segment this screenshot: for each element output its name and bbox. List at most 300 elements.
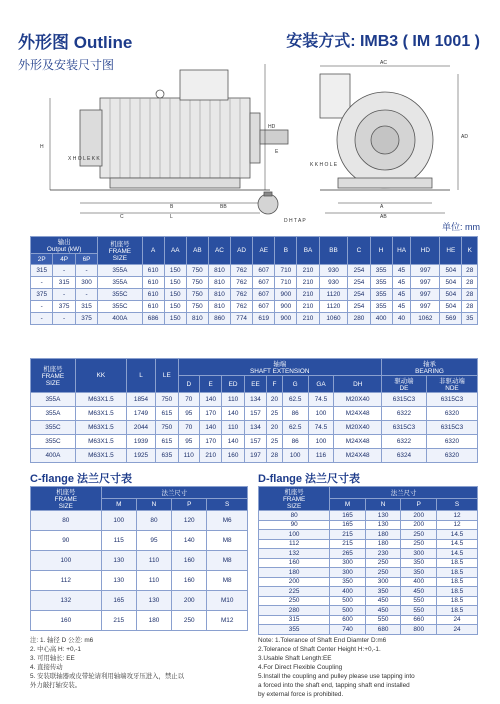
col-he: HE — [440, 237, 462, 265]
table-cell: 315 — [259, 615, 330, 625]
pole-2p: 2P — [31, 254, 53, 265]
c-frame-en: FRAME — [54, 496, 77, 503]
table-cell: 750 — [186, 289, 208, 301]
note-line: Note: 1.Tolerance of Shaft End Diamter D:m6 — [258, 637, 387, 644]
table-cell: 210 — [297, 265, 319, 277]
table-cell: 100 — [259, 530, 330, 540]
table-cell: 400 — [370, 313, 392, 325]
table-cell: 40 — [392, 313, 411, 325]
col-ed: ED — [222, 376, 244, 393]
col-aa: AA — [164, 237, 186, 265]
table-cell: 95 — [178, 435, 199, 449]
table-cell: 35 — [462, 313, 478, 325]
table-cell: M8 — [207, 551, 248, 571]
table-cell: 810 — [186, 313, 208, 325]
table-cell: 550 — [401, 596, 437, 606]
table-cell: 315 — [75, 301, 97, 313]
d-col-n: N — [365, 499, 401, 511]
d-flange-row — [259, 625, 478, 635]
table-cell: 210 — [297, 289, 319, 301]
table-cell: 762 — [231, 277, 253, 289]
table-cell: 1854 — [126, 393, 155, 407]
table-cell: 607 — [253, 265, 275, 277]
table-cell: 355 — [259, 625, 330, 635]
d-flange-row — [259, 520, 478, 530]
table-cell: 254 — [348, 265, 370, 277]
col-ab: AB — [186, 237, 208, 265]
table-cell: 6315C3 — [382, 421, 427, 435]
table-cell: 110 — [178, 449, 199, 463]
table-cell: 180 — [259, 568, 330, 578]
table-cell: 130 — [365, 520, 401, 530]
shaft-table-row — [31, 435, 478, 449]
note-line: 3.Usable Shaft Length:EE — [258, 655, 332, 662]
table-cell: 254 — [348, 277, 370, 289]
note-line: by external force is prohibited. — [258, 691, 344, 698]
table-cell: 350 — [365, 587, 401, 597]
table-cell: 200 — [259, 577, 330, 587]
table-cell: 18.5 — [436, 596, 477, 606]
table-cell: 18.5 — [436, 587, 477, 597]
table-cell: 157 — [244, 435, 266, 449]
table-cell: 160 — [172, 571, 207, 591]
c-col-s: S — [207, 499, 248, 511]
bearing-en: BEARING — [415, 368, 444, 375]
table-cell: 18.5 — [436, 568, 477, 578]
table-cell: 12 — [436, 520, 477, 530]
table-cell: 140 — [172, 531, 207, 551]
table-cell: 160 — [222, 449, 244, 463]
table-cell: 1062 — [411, 313, 440, 325]
table-cell: 170 — [199, 435, 221, 449]
table-cell: 210 — [199, 449, 221, 463]
main-table-row — [31, 265, 478, 277]
table-cell: 100 — [101, 511, 136, 531]
table-cell: 100 — [308, 407, 334, 421]
d-flange-row — [259, 530, 478, 540]
table-cell: 762 — [231, 289, 253, 301]
d-frame-en: FRAME — [282, 496, 306, 503]
table-cell: 200 — [401, 511, 437, 521]
table-cell: 750 — [156, 393, 178, 407]
table-cell: 1925 — [126, 449, 155, 463]
table-cell: M24X48 — [334, 407, 382, 421]
col-e: E — [199, 376, 221, 393]
table-cell: 215 — [330, 539, 366, 549]
c-flange-row — [31, 591, 248, 611]
table-cell: 254 — [348, 289, 370, 301]
table-cell: 635 — [156, 449, 178, 463]
d-flange-row — [259, 615, 478, 625]
c-flange-row — [31, 511, 248, 531]
d-frame-label: 机座号 — [284, 489, 304, 496]
table-cell: 20 — [267, 393, 283, 407]
table-cell: 930 — [319, 265, 348, 277]
table-cell: - — [31, 313, 53, 325]
frame-en: FRAME — [108, 248, 132, 255]
table-cell: 45 — [392, 289, 411, 301]
table-cell: 750 — [156, 421, 178, 435]
table-cell: 28 — [462, 301, 478, 313]
col-dh: DH — [334, 376, 382, 393]
d-col-m: M — [330, 499, 366, 511]
col-ee: EE — [244, 376, 266, 393]
table-cell: 1120 — [319, 301, 348, 313]
table-cell: 710 — [275, 277, 297, 289]
col-bb: BB — [319, 237, 348, 265]
table-cell: 740 — [330, 625, 366, 635]
note-line: 2.Tolerance of Shaft Center Height H:+0,-1. — [258, 646, 381, 653]
table-cell: 375 — [53, 301, 75, 313]
col-ac: AC — [208, 237, 230, 265]
table-cell: 375 — [31, 289, 53, 301]
table-cell: 265 — [330, 549, 366, 559]
table-cell: 140 — [199, 421, 221, 435]
table-cell: 930 — [319, 277, 348, 289]
col-ad: AD — [231, 237, 253, 265]
d-flange-row — [259, 577, 478, 587]
table-cell: 450 — [365, 606, 401, 616]
table-cell: 997 — [411, 265, 440, 277]
col-ga: GA — [308, 376, 334, 393]
col-f: F — [267, 376, 283, 393]
d-flange-row — [259, 558, 478, 568]
c-col-p: P — [172, 499, 207, 511]
table-cell: M8 — [207, 571, 248, 591]
dim-h: H — [40, 144, 44, 150]
notes-en — [258, 636, 486, 699]
de-en: DE — [399, 385, 409, 392]
table-cell: 140 — [222, 435, 244, 449]
table-cell: 300 — [401, 549, 437, 559]
table-cell: 200 — [401, 520, 437, 530]
size-en: SIZE — [112, 255, 127, 262]
table-cell: 250 — [259, 596, 330, 606]
table-cell: 686 — [142, 313, 164, 325]
dim-hd: HD — [268, 124, 276, 130]
table-cell: 110 — [136, 551, 171, 571]
table-cell: 900 — [275, 289, 297, 301]
table-cell: 180 — [365, 539, 401, 549]
table-cell: 355 — [370, 277, 392, 289]
table-cell: 400A — [98, 313, 142, 325]
table-cell: 500 — [330, 606, 366, 616]
table-cell: 150 — [164, 301, 186, 313]
table-cell: - — [53, 289, 75, 301]
table-cell: 997 — [411, 301, 440, 313]
table-cell: 230 — [365, 549, 401, 559]
col-d: D — [178, 376, 199, 393]
d-flange-row — [259, 549, 478, 559]
table-cell: 165 — [330, 511, 366, 521]
table-cell: 355C — [31, 435, 76, 449]
table-cell: 215 — [330, 530, 366, 540]
table-cell: 504 — [440, 289, 462, 301]
main-dimension-table — [30, 236, 478, 325]
table-cell: 110 — [136, 571, 171, 591]
table-cell: 1060 — [319, 313, 348, 325]
table-cell: 300 — [330, 558, 366, 568]
note-line: 5.Install the coupling and pulley please use tapping into — [258, 673, 415, 680]
table-cell: 197 — [244, 449, 266, 463]
note-line: 注: 1. 轴径 D 公差: m6 — [30, 637, 94, 644]
table-cell: 607 — [253, 301, 275, 313]
table-cell: 300 — [330, 568, 366, 578]
table-cell: 250 — [401, 530, 437, 540]
c-col-m: M — [101, 499, 136, 511]
table-cell: 315 — [31, 265, 53, 277]
col-l: L — [126, 359, 155, 393]
table-cell: 70 — [178, 393, 199, 407]
table-cell: 62.5 — [282, 421, 308, 435]
table-cell: 165 — [101, 591, 136, 611]
table-cell: M63X1.5 — [75, 435, 126, 449]
motor-end-view — [320, 74, 450, 190]
table-cell: 680 — [365, 625, 401, 635]
table-cell: 774 — [231, 313, 253, 325]
dim-bb: BB — [220, 204, 227, 210]
table-cell: 100 — [308, 435, 334, 449]
table-cell: 6315C3 — [426, 393, 477, 407]
shaft-section — [258, 192, 278, 214]
table-cell: 400A — [31, 449, 76, 463]
shaft-table-row — [31, 407, 478, 421]
shaft-en: SHAFT EXTENSION — [249, 368, 310, 375]
table-cell: 6320 — [426, 435, 477, 449]
col-kk: KK — [75, 359, 126, 393]
table-cell: 355C — [31, 421, 76, 435]
table-cell: 610 — [142, 265, 164, 277]
table-cell: 180 — [365, 530, 401, 540]
table-cell: 607 — [253, 277, 275, 289]
table-cell: 28 — [462, 265, 478, 277]
pole-4p: 4P — [53, 254, 75, 265]
dim-b: B — [170, 204, 174, 210]
table-cell: - — [31, 277, 53, 289]
d-flange-row — [259, 596, 478, 606]
table-cell: 140 — [199, 393, 221, 407]
table-cell: 504 — [440, 277, 462, 289]
table-cell: - — [31, 301, 53, 313]
table-cell: 70 — [178, 421, 199, 435]
table-cell: M63X1.5 — [75, 407, 126, 421]
table-cell: M63X1.5 — [75, 449, 126, 463]
dim-a: A — [380, 204, 384, 210]
shaft-bearing-table — [30, 358, 478, 463]
note-line: 外力敲打轴安装。 — [30, 682, 82, 689]
d-flange-row — [259, 606, 478, 616]
table-cell: 100 — [31, 551, 102, 571]
main-table-row — [31, 313, 478, 325]
table-cell: 210 — [297, 277, 319, 289]
table-cell: 800 — [401, 625, 437, 635]
table-cell: 750 — [186, 277, 208, 289]
table-cell: 250 — [365, 568, 401, 578]
table-cell: 355 — [370, 301, 392, 313]
main-table-row — [31, 301, 478, 313]
table-cell: 140 — [222, 407, 244, 421]
col-le: LE — [156, 359, 178, 393]
nde-en: NDE — [445, 385, 459, 392]
col-c: C — [348, 237, 370, 265]
table-cell: 6322 — [382, 435, 427, 449]
table-cell: 115 — [101, 531, 136, 551]
c-flange-row — [31, 531, 248, 551]
table-cell: 6315C3 — [382, 393, 427, 407]
table-cell: 150 — [164, 265, 186, 277]
table-cell: 710 — [275, 265, 297, 277]
table-cell: 900 — [275, 301, 297, 313]
table-cell: - — [53, 265, 75, 277]
table-cell: 165 — [330, 520, 366, 530]
table-cell: 355 — [370, 289, 392, 301]
table-cell: 660 — [401, 615, 437, 625]
table-cell: 355A — [98, 265, 142, 277]
table-cell: 615 — [156, 435, 178, 449]
table-cell: 350 — [401, 568, 437, 578]
table-cell: 132 — [259, 549, 330, 559]
c-flange-title: C-flange 法兰尺寸表 — [30, 473, 133, 485]
col-ha: HA — [392, 237, 411, 265]
table-cell: 250 — [365, 558, 401, 568]
table-cell: M20X40 — [334, 393, 382, 407]
table-cell: 130 — [101, 551, 136, 571]
table-cell: 25 — [267, 435, 283, 449]
table-cell: 112 — [259, 539, 330, 549]
table-cell: 355C — [98, 289, 142, 301]
shaft-cn: 轴端 — [273, 361, 287, 368]
table-cell: 20 — [267, 421, 283, 435]
col-ba: BA — [297, 237, 319, 265]
table-cell: 355 — [370, 265, 392, 277]
table-cell: 28 — [462, 277, 478, 289]
table-cell: M10 — [207, 591, 248, 611]
table-cell: 86 — [282, 407, 308, 421]
table-cell: 615 — [156, 407, 178, 421]
table-cell: 1120 — [319, 289, 348, 301]
table-cell: 355A — [31, 407, 76, 421]
motor-side-view — [50, 70, 288, 190]
d-flange-table — [258, 486, 478, 635]
mounting-type: 安装方式: IMB3 ( IM 1001 ) — [286, 33, 480, 50]
table-cell: 300 — [75, 277, 97, 289]
c-size-en: SIZE — [58, 503, 73, 510]
note-line: 4.For Direct Flexible Coupling — [258, 664, 343, 671]
dim-dh-tap: D H T A P — [284, 218, 306, 224]
table-cell: 400 — [401, 577, 437, 587]
c-flange-row — [31, 551, 248, 571]
table-cell: 550 — [401, 606, 437, 616]
d-flange-row — [259, 511, 478, 521]
output-en: Output (kW) — [46, 246, 82, 253]
note-line: 4. 直接传动 — [30, 664, 63, 671]
note-line: 5. 安装联轴器或皮带轮请利用轴端攻牙压进入，禁止以 — [30, 673, 185, 680]
output-label: 输出 — [57, 239, 71, 246]
table-cell: 6320 — [426, 407, 477, 421]
table-cell: - — [53, 313, 75, 325]
dim-ad: AD — [461, 134, 468, 140]
table-cell: 80 — [259, 511, 330, 521]
table-cell: 762 — [231, 265, 253, 277]
table-cell: 600 — [330, 615, 366, 625]
table-cell: M24X48 — [334, 435, 382, 449]
de-cn: 驱动端 — [394, 378, 414, 385]
dim-l: L — [170, 214, 173, 220]
table-cell: 225 — [259, 587, 330, 597]
shaft-table-row — [31, 421, 478, 435]
c-flange-row — [31, 611, 248, 631]
table-cell: M12 — [207, 611, 248, 631]
c-flange-row — [31, 571, 248, 591]
d-flange-row — [259, 587, 478, 597]
table-cell: 2044 — [126, 421, 155, 435]
table-cell: 450 — [401, 587, 437, 597]
d-flange-title: D-flange 法兰尺寸表 — [258, 473, 361, 485]
shaft-table-row — [31, 393, 478, 407]
table-cell: 110 — [222, 393, 244, 407]
table-cell: 762 — [231, 301, 253, 313]
main-table-row — [31, 277, 478, 289]
table-cell: 160 — [172, 551, 207, 571]
table-cell: 450 — [365, 596, 401, 606]
table-cell: 150 — [164, 313, 186, 325]
table-cell: 100 — [282, 449, 308, 463]
dim-c: C — [120, 214, 124, 220]
note-line: 3. 可用轴长: EE — [30, 655, 75, 662]
table-cell: 90 — [31, 531, 102, 551]
frame-label: 机座号 — [110, 241, 130, 248]
table-cell: 74.5 — [308, 421, 334, 435]
c-col-n: N — [136, 499, 171, 511]
table-cell: 6320 — [426, 449, 477, 463]
table-cell: 750 — [186, 301, 208, 313]
table-cell: - — [75, 289, 97, 301]
note-line: 2. 中心高 H: +0,-1 — [30, 646, 81, 653]
col-h: H — [370, 237, 392, 265]
table-cell: 14.5 — [436, 549, 477, 559]
note-line: a forced into the shaft end, tapping shaft end installed — [258, 682, 410, 689]
table-cell: 74.5 — [308, 393, 334, 407]
table-cell: 90 — [259, 520, 330, 530]
table-cell: 500 — [330, 596, 366, 606]
col-a: A — [142, 237, 164, 265]
table-cell: M6 — [207, 511, 248, 531]
table-cell: 350 — [330, 577, 366, 587]
table-cell: 350 — [401, 558, 437, 568]
table-cell: 1749 — [126, 407, 155, 421]
table-cell: M24X48 — [334, 449, 382, 463]
table-cell: 150 — [164, 277, 186, 289]
table-cell: M20X40 — [334, 421, 382, 435]
table-cell: 997 — [411, 277, 440, 289]
table-cell: 24 — [436, 615, 477, 625]
table-cell: 280 — [348, 313, 370, 325]
col-hd: HD — [411, 237, 440, 265]
table-cell: 18.5 — [436, 558, 477, 568]
table-cell: M63X1.5 — [75, 421, 126, 435]
table-cell: 1939 — [126, 435, 155, 449]
table-cell: 86 — [282, 435, 308, 449]
table-cell: 610 — [142, 301, 164, 313]
table-cell: 180 — [136, 611, 171, 631]
page-title: 外形图 Outline — [18, 33, 133, 52]
table-cell: 116 — [308, 449, 334, 463]
table-cell: 110 — [222, 421, 244, 435]
c-flange-table — [30, 486, 248, 631]
d-col-s: S — [436, 499, 477, 511]
outline-drawing — [20, 58, 480, 226]
table-cell: 254 — [348, 301, 370, 313]
